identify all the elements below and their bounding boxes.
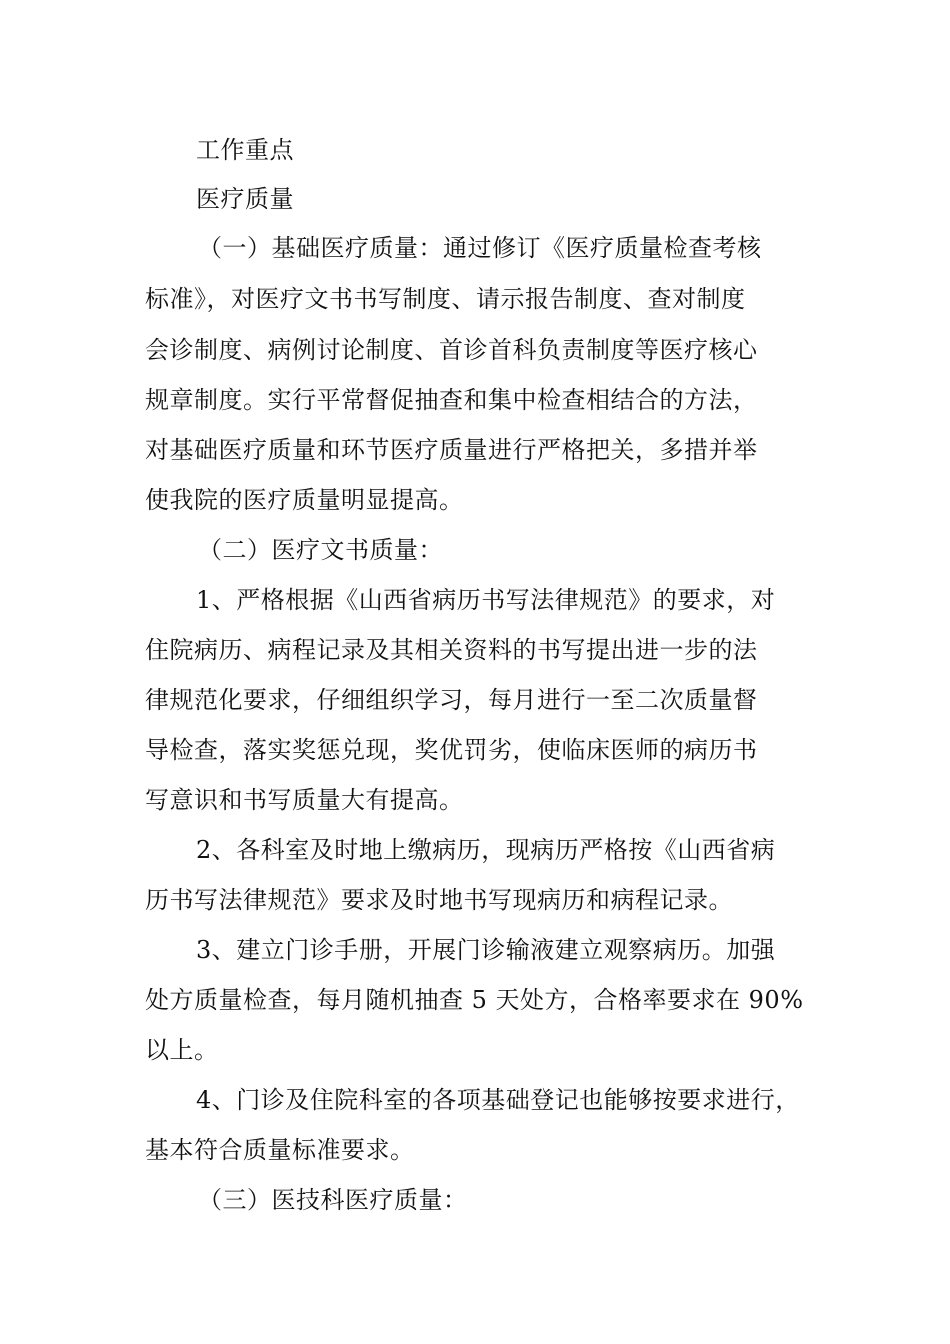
item-4-line-2: 基本符合质量标准要求。	[145, 1136, 415, 1164]
section-1-line-6: 使我院的医疗质量明显提高。	[145, 486, 464, 514]
item-3-line-2: 处方质量检查，每月随机抽查 5 天处方，合格率要求在 90%	[145, 986, 804, 1014]
section-1-line-4: 规章制度。实行平常督促抽查和集中检查相结合的方法，	[145, 386, 758, 414]
item-3-line-3: 以上。	[145, 1036, 219, 1064]
section-1-title-line: （一）基础医疗质量：通过修订《医疗质量检查考核	[198, 234, 762, 262]
item-2-line-1: 2、各科室及时地上缴病历，现病历严格按《山西省病	[196, 836, 776, 864]
section-3-title: （三）医技科医疗质量：	[198, 1186, 468, 1214]
item-2-line-2: 历书写法律规范》要求及时地书写现病历和病程记录。	[145, 886, 733, 914]
heading-medical-quality: 医疗质量	[196, 185, 294, 213]
section-1-line-5: 对基础医疗质量和环节医疗质量进行严格把关，多措并举	[145, 436, 758, 464]
item-3-line-1: 3、建立门诊手册，开展门诊输液建立观察病历。加强	[196, 936, 776, 964]
section-1-line-3: 会诊制度、病例讨论制度、首诊首科负责制度等医疗核心	[145, 336, 758, 364]
item-1-line-3: 律规范化要求，仔细组织学习，每月进行一至二次质量督	[145, 686, 758, 714]
heading-work-focus: 工作重点	[196, 136, 294, 164]
item-4-line-1: 4、门诊及住院科室的各项基础登记也能够按要求进行，	[196, 1086, 800, 1114]
item-1-line-5: 写意识和书写质量大有提高。	[145, 786, 464, 814]
item-1-line-4: 导检查，落实奖惩兑现，奖优罚劣，使临床医师的病历书	[145, 736, 758, 764]
section-1-line-2: 标准》，对医疗文书书写制度、请示报告制度、查对制度	[145, 285, 746, 313]
item-1-line-2: 住院病历、病程记录及其相关资料的书写提出进一步的法	[145, 636, 758, 664]
item-1-line-1: 1、严格根据《山西省病历书写法律规范》的要求，对	[196, 586, 776, 614]
section-2-title: （二）医疗文书质量：	[198, 536, 443, 564]
